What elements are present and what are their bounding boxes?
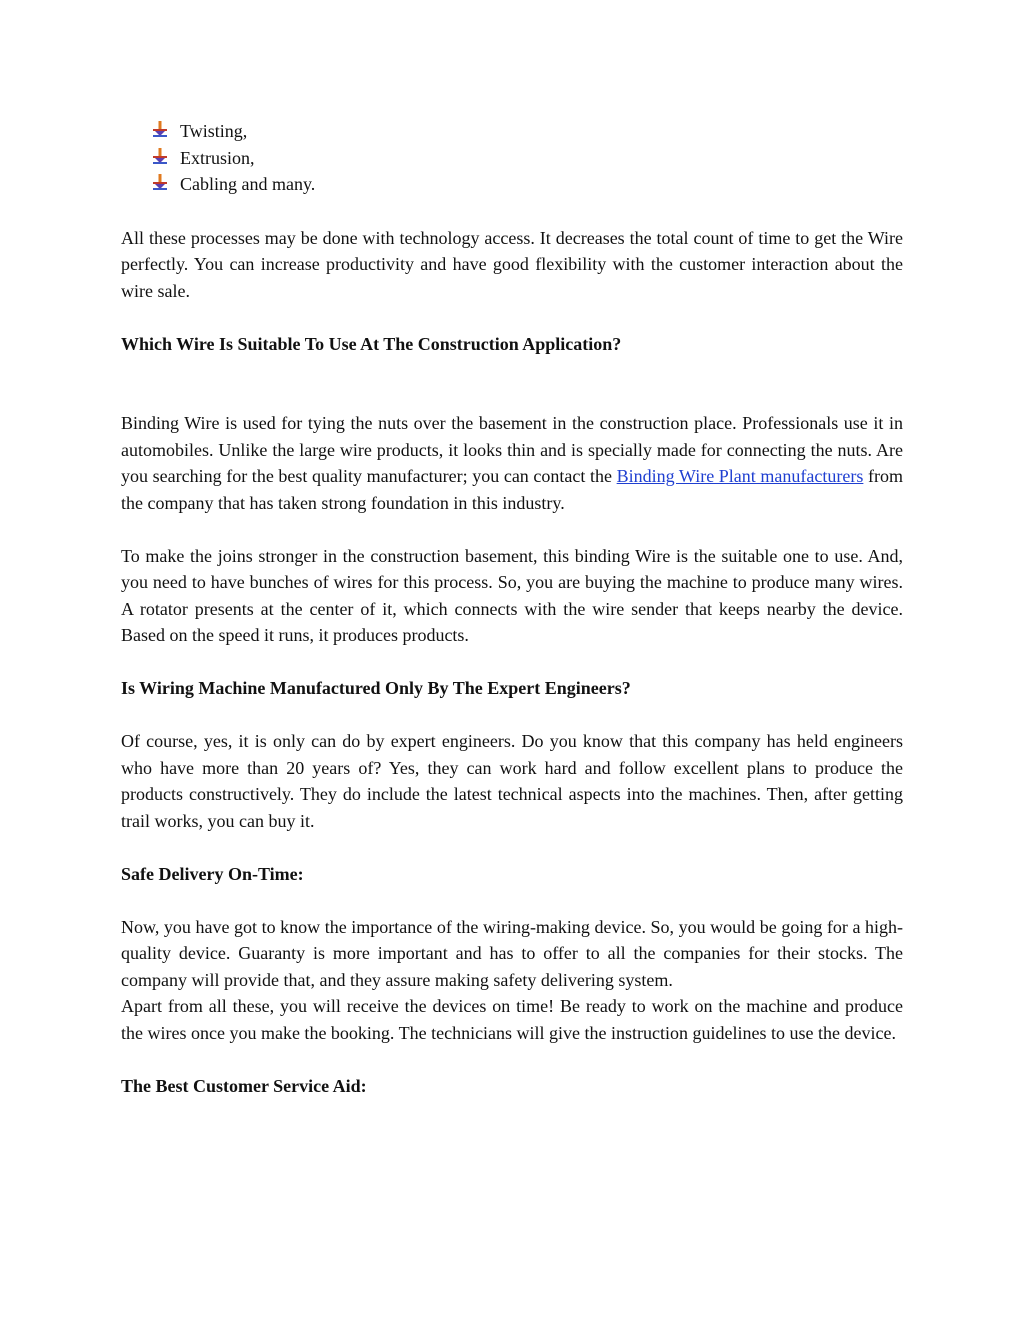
arrow-down-bullet-icon [152,174,168,190]
bullet-text: Cabling and many. [180,174,316,194]
list-item [152,145,903,172]
heading-safe-delivery: Safe Delivery On-Time: [121,863,304,884]
paragraph-binding-wire [121,410,903,516]
paragraph-text: Binding Wire is used for tying the nuts over the basement in the construction place. Professionals use it in automobiles. Unlike the large wire products, it looks thin and is specially made for connecting the nuts. Are you searching for the best quality manufacturer; you can contact the [121,413,903,486]
list-item [152,171,903,198]
bullet-text: Twisting, [180,121,248,141]
paragraph-construction-basement: To make the joins stronger in the construction basement, this binding Wire is the suitable one to use. And, you need to have bunches of wires for this process. So, you are buying the machine to produce many wires. A rotator presents at the center of it, which connects with the wire sender that keeps nearby the device. Based on the speed it runs, it produces products. [121,545,903,645]
binding-wire-plant-link[interactable]: Binding Wire Plant manufacturers [616,466,864,486]
bullet-text: Extrusion, [180,147,255,168]
process-bullet-list [121,118,903,198]
heading-expert-engineers: Is Wiring Machine Manufactured Only By The Expert Engineers? [121,678,631,698]
arrow-down-bullet-icon [152,121,168,137]
list-item [152,118,903,145]
paragraph-text: from the company that has taken strong foundation in this industry. [121,466,903,513]
paragraph-delivery-importance: Now, you have got to know the importance of the wiring-making device. So, you would be going for a high-quality device. Guaranty is more important and has to offer to all the companies for their stocks. The company will provide that, and they assure making safety delivering system. [121,916,903,990]
heading-customer-service: The Best Customer Service Aid: [121,1075,367,1096]
paragraph-processes: All these processes may be done with technology access. It decreases the total count of time to get the Wire perfectly. You can increase productivity and have good flexibility with the customer interaction about the wire sale. [121,227,903,301]
paragraph-on-time: Apart from all these, you will receive the devices on time! Be ready to work on the machine and produce the wires once you make the booking. The technicians will give the instruction guidelines to use the device. [121,996,903,1043]
paragraph-engineers: Of course, yes, it is only can do by expert engineers. Do you know that this company has held engineers who have more than 20 years of? Yes, they can work hard and follow excellent plans to produce the products constructively. They do include the latest technical aspects into the machines. Then, after getting trail works, you can buy it. [121,731,903,831]
document-page [121,118,903,1126]
arrow-down-bullet-icon [152,148,168,164]
heading-suitable-wire: Which Wire Is Suitable To Use At The Construction Application? [121,333,622,354]
